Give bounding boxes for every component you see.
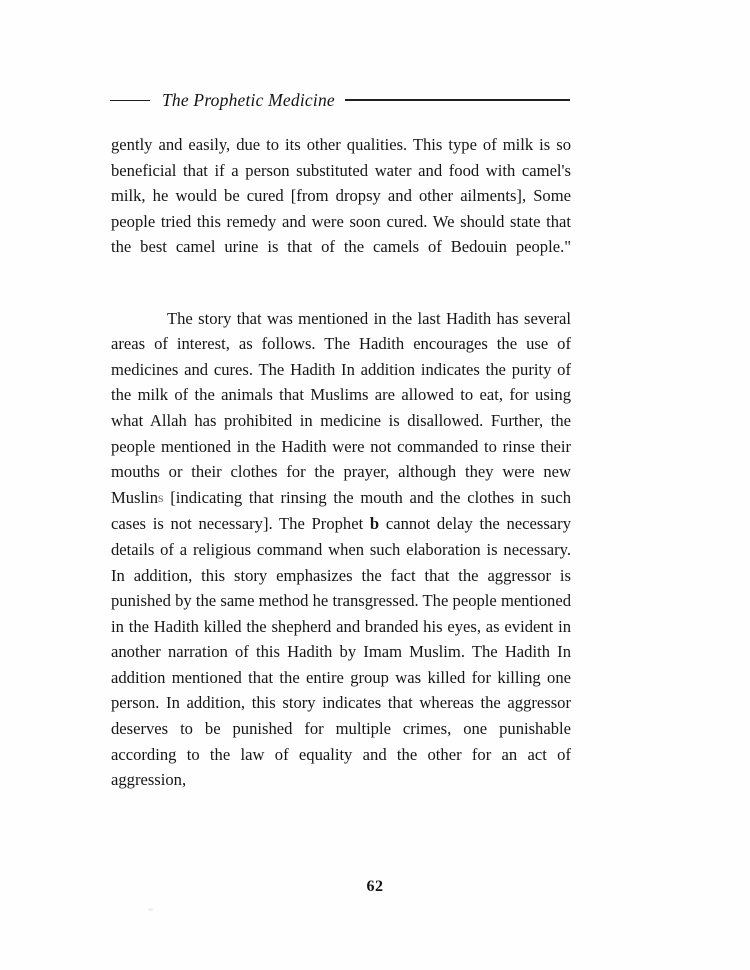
- paragraph-commentary: [111, 306, 571, 819]
- scan-artifact-glyph: s: [158, 489, 164, 506]
- header-rule-right: [345, 99, 570, 101]
- scan-speck: [148, 908, 153, 911]
- text-column: [111, 132, 571, 818]
- running-header: [110, 88, 571, 112]
- page-number: 62: [366, 878, 384, 895]
- prophet-salutation-mark: b: [369, 514, 380, 534]
- header-rule-left: [110, 100, 150, 101]
- paragraph-text-part-3: cannot delay the necessary details of a religious command when such elaboration is necessary. In addition, this story emphasizes the fact that the aggressor is punished by the same method he transgressed. The people mentioned in the Hadith killed the shepherd and branded his eyes, as evident in another narration of this Hadith by Imam Muslim. The Hadith In addition mentioned that the entire group was killed for killing one person. In addition, this story indicates that whereas the aggressor deserves to be punished for multiple crimes, one punishable according to the law of equality and the other for an act of aggression,: [111, 514, 571, 790]
- paragraph-continuation: gently and easily, due to its other qualities. This type of milk is so beneficial that if a person substituted water and food with camel's milk, he would be cured [from dropsy and other ailments], Some people tried this remedy and were soon cured. We should state that the best camel urine is that of the camels of Bedouin people.": [111, 135, 571, 257]
- paragraph-text-part-2: [indicating that rinsing the mouth and the clothes in such cases is not necessary]. The Prophet: [111, 487, 572, 534]
- paragraph-text-part-1: The story that was mentioned in the last Hadith has several areas of interest, as follows. The Hadith encourages the use of medicines and cures. The Hadith In addition indicates the purity of the milk of the animals that Muslims are allowed to eat, for using what Allah has prohibited in medicine is disallowed. Further, the people mentioned in the Hadith were not commanded to rinse their mouths or their clothes for the prayer, although they were new Muslin: [111, 308, 571, 507]
- header-title: The Prophetic Medicine: [162, 89, 335, 110]
